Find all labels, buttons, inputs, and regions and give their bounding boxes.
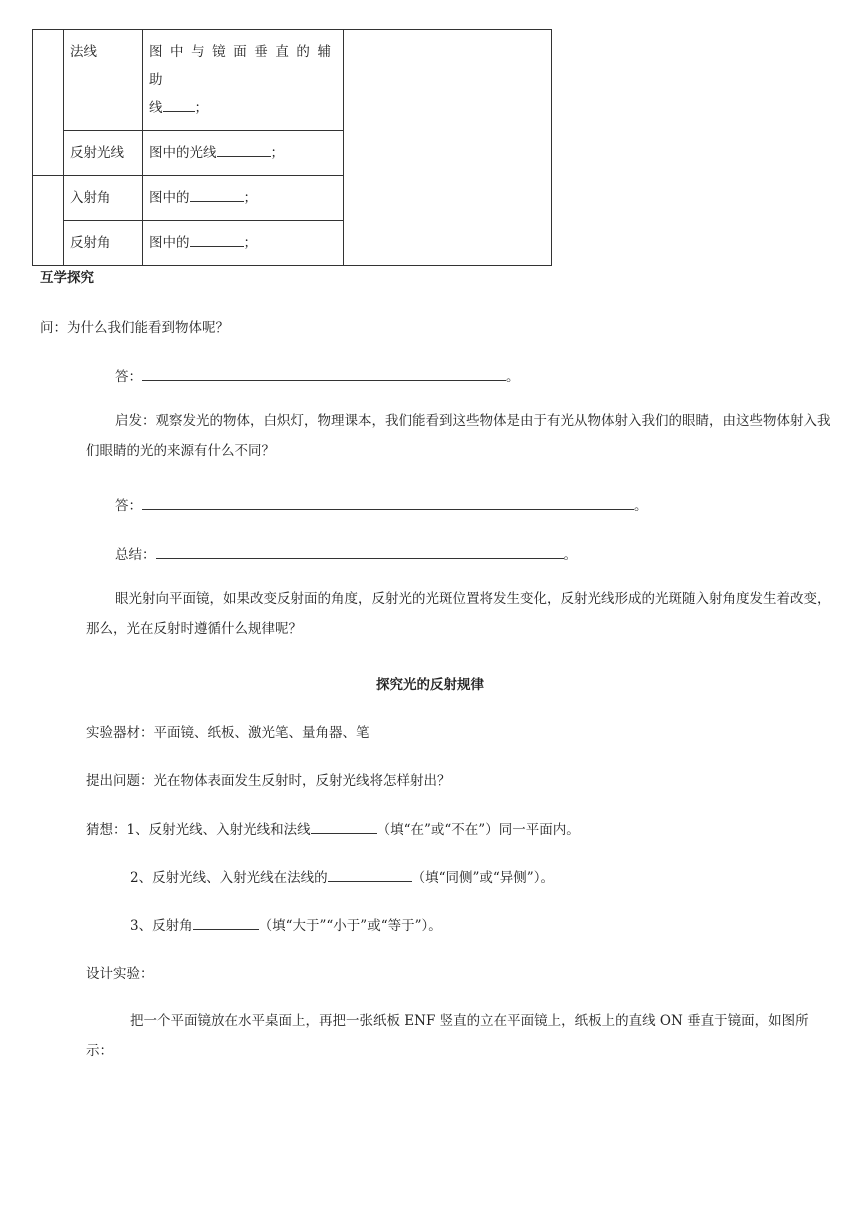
fill-blank xyxy=(217,142,271,157)
guess-line xyxy=(130,866,554,886)
answer-blank xyxy=(142,366,506,381)
term-cell xyxy=(64,30,143,131)
guess-text: 2、反射光线、入射光线在法线的 xyxy=(130,870,328,886)
term-label: 入射角 xyxy=(70,190,111,206)
answer-end: 。 xyxy=(634,498,648,514)
fill-blank xyxy=(190,187,244,202)
summary-label: 总结： xyxy=(115,547,156,563)
desc-suffix: ； xyxy=(270,145,284,161)
term-cell xyxy=(64,131,143,176)
fill-blank xyxy=(163,97,195,112)
desc-suffix: ； xyxy=(194,100,208,116)
guess-hint: （填“在”或“不在”）同一平面内。 xyxy=(376,822,580,838)
answer-label: 答： xyxy=(115,498,142,514)
guess-hint: （填“大于”“小于”或“等于”）。 xyxy=(258,918,442,934)
summary-end: 。 xyxy=(563,547,577,563)
section-heading: 互学探究 xyxy=(40,270,94,286)
summary-blank xyxy=(156,544,564,559)
guess-blank xyxy=(328,867,412,882)
guess-line xyxy=(130,914,442,934)
desc-cell xyxy=(143,176,344,221)
desc-cell xyxy=(143,221,344,266)
guess-text: 3、反射角 xyxy=(130,918,193,934)
guess-line xyxy=(86,818,580,838)
desc-suffix: ； xyxy=(243,235,257,251)
term-cell xyxy=(64,176,143,221)
desc-text: 图中的 xyxy=(149,235,190,251)
summary-line xyxy=(115,543,577,563)
hint-paragraph: 启发：观察发光的物体，白炽灯，物理课本，我们能看到这些物体是由于有光从物体射入我们的眼睛，由这些物体射入我们眼睛的光的来源有什么不同？ xyxy=(86,413,831,459)
term-cell xyxy=(64,221,143,266)
design-label: 设计实验： xyxy=(86,966,154,982)
guess-hint: （填“同侧”或“异侧”）。 xyxy=(411,870,554,886)
term-label: 法线 xyxy=(70,44,97,60)
answer-label: 答： xyxy=(115,369,142,385)
fill-blank xyxy=(190,232,244,247)
answer-blank xyxy=(142,495,634,510)
table-group-cell xyxy=(33,30,64,176)
desc-text: 图中的光线 xyxy=(149,145,217,161)
design-paragraph: 把一个平面镜放在水平桌面上，再把一张纸板 ENF 竖直的立在平面镜上，纸板上的直线 ON 垂直于镜面，如图所示： xyxy=(86,1013,809,1059)
desc-cell xyxy=(143,131,344,176)
desc-suffix: ； xyxy=(243,190,257,206)
table-group-cell xyxy=(33,176,64,266)
answer-end: 。 xyxy=(506,369,520,385)
terms-table xyxy=(32,29,552,266)
question-text: 问：为什么我们能看到物体呢？ xyxy=(40,320,229,336)
materials-text: 实验器材：平面镜、纸板、激光笔、量角器、笔 xyxy=(86,725,370,741)
problem-text: 提出问题：光在物体表面发生反射时，反射光线将怎样射出？ xyxy=(86,773,451,789)
desc-text: 图中与镜面垂直的辅助 xyxy=(149,44,337,88)
term-label: 反射光线 xyxy=(70,145,124,161)
intro-paragraph: 眼光射向平面镜，如果改变反射面的角度，反射光的光斑位置将发生变化，反射光线形成的光斑随入射角度发生着改变，那么，光在反射时遵循什么规律呢？ xyxy=(86,591,831,637)
figure-cell xyxy=(344,30,552,266)
term-label: 反射角 xyxy=(70,235,111,251)
desc-text: 线 xyxy=(149,100,163,116)
answer-line xyxy=(115,365,520,385)
desc-text: 图中的 xyxy=(149,190,190,206)
guess-text: 猜想：1、反射光线、入射光线和法线 xyxy=(86,822,311,838)
desc-cell xyxy=(143,30,344,131)
guess-blank xyxy=(193,915,259,930)
guess-blank xyxy=(311,819,377,834)
answer-line xyxy=(115,494,648,514)
experiment-title: 探究光的反射规律 xyxy=(376,677,484,693)
